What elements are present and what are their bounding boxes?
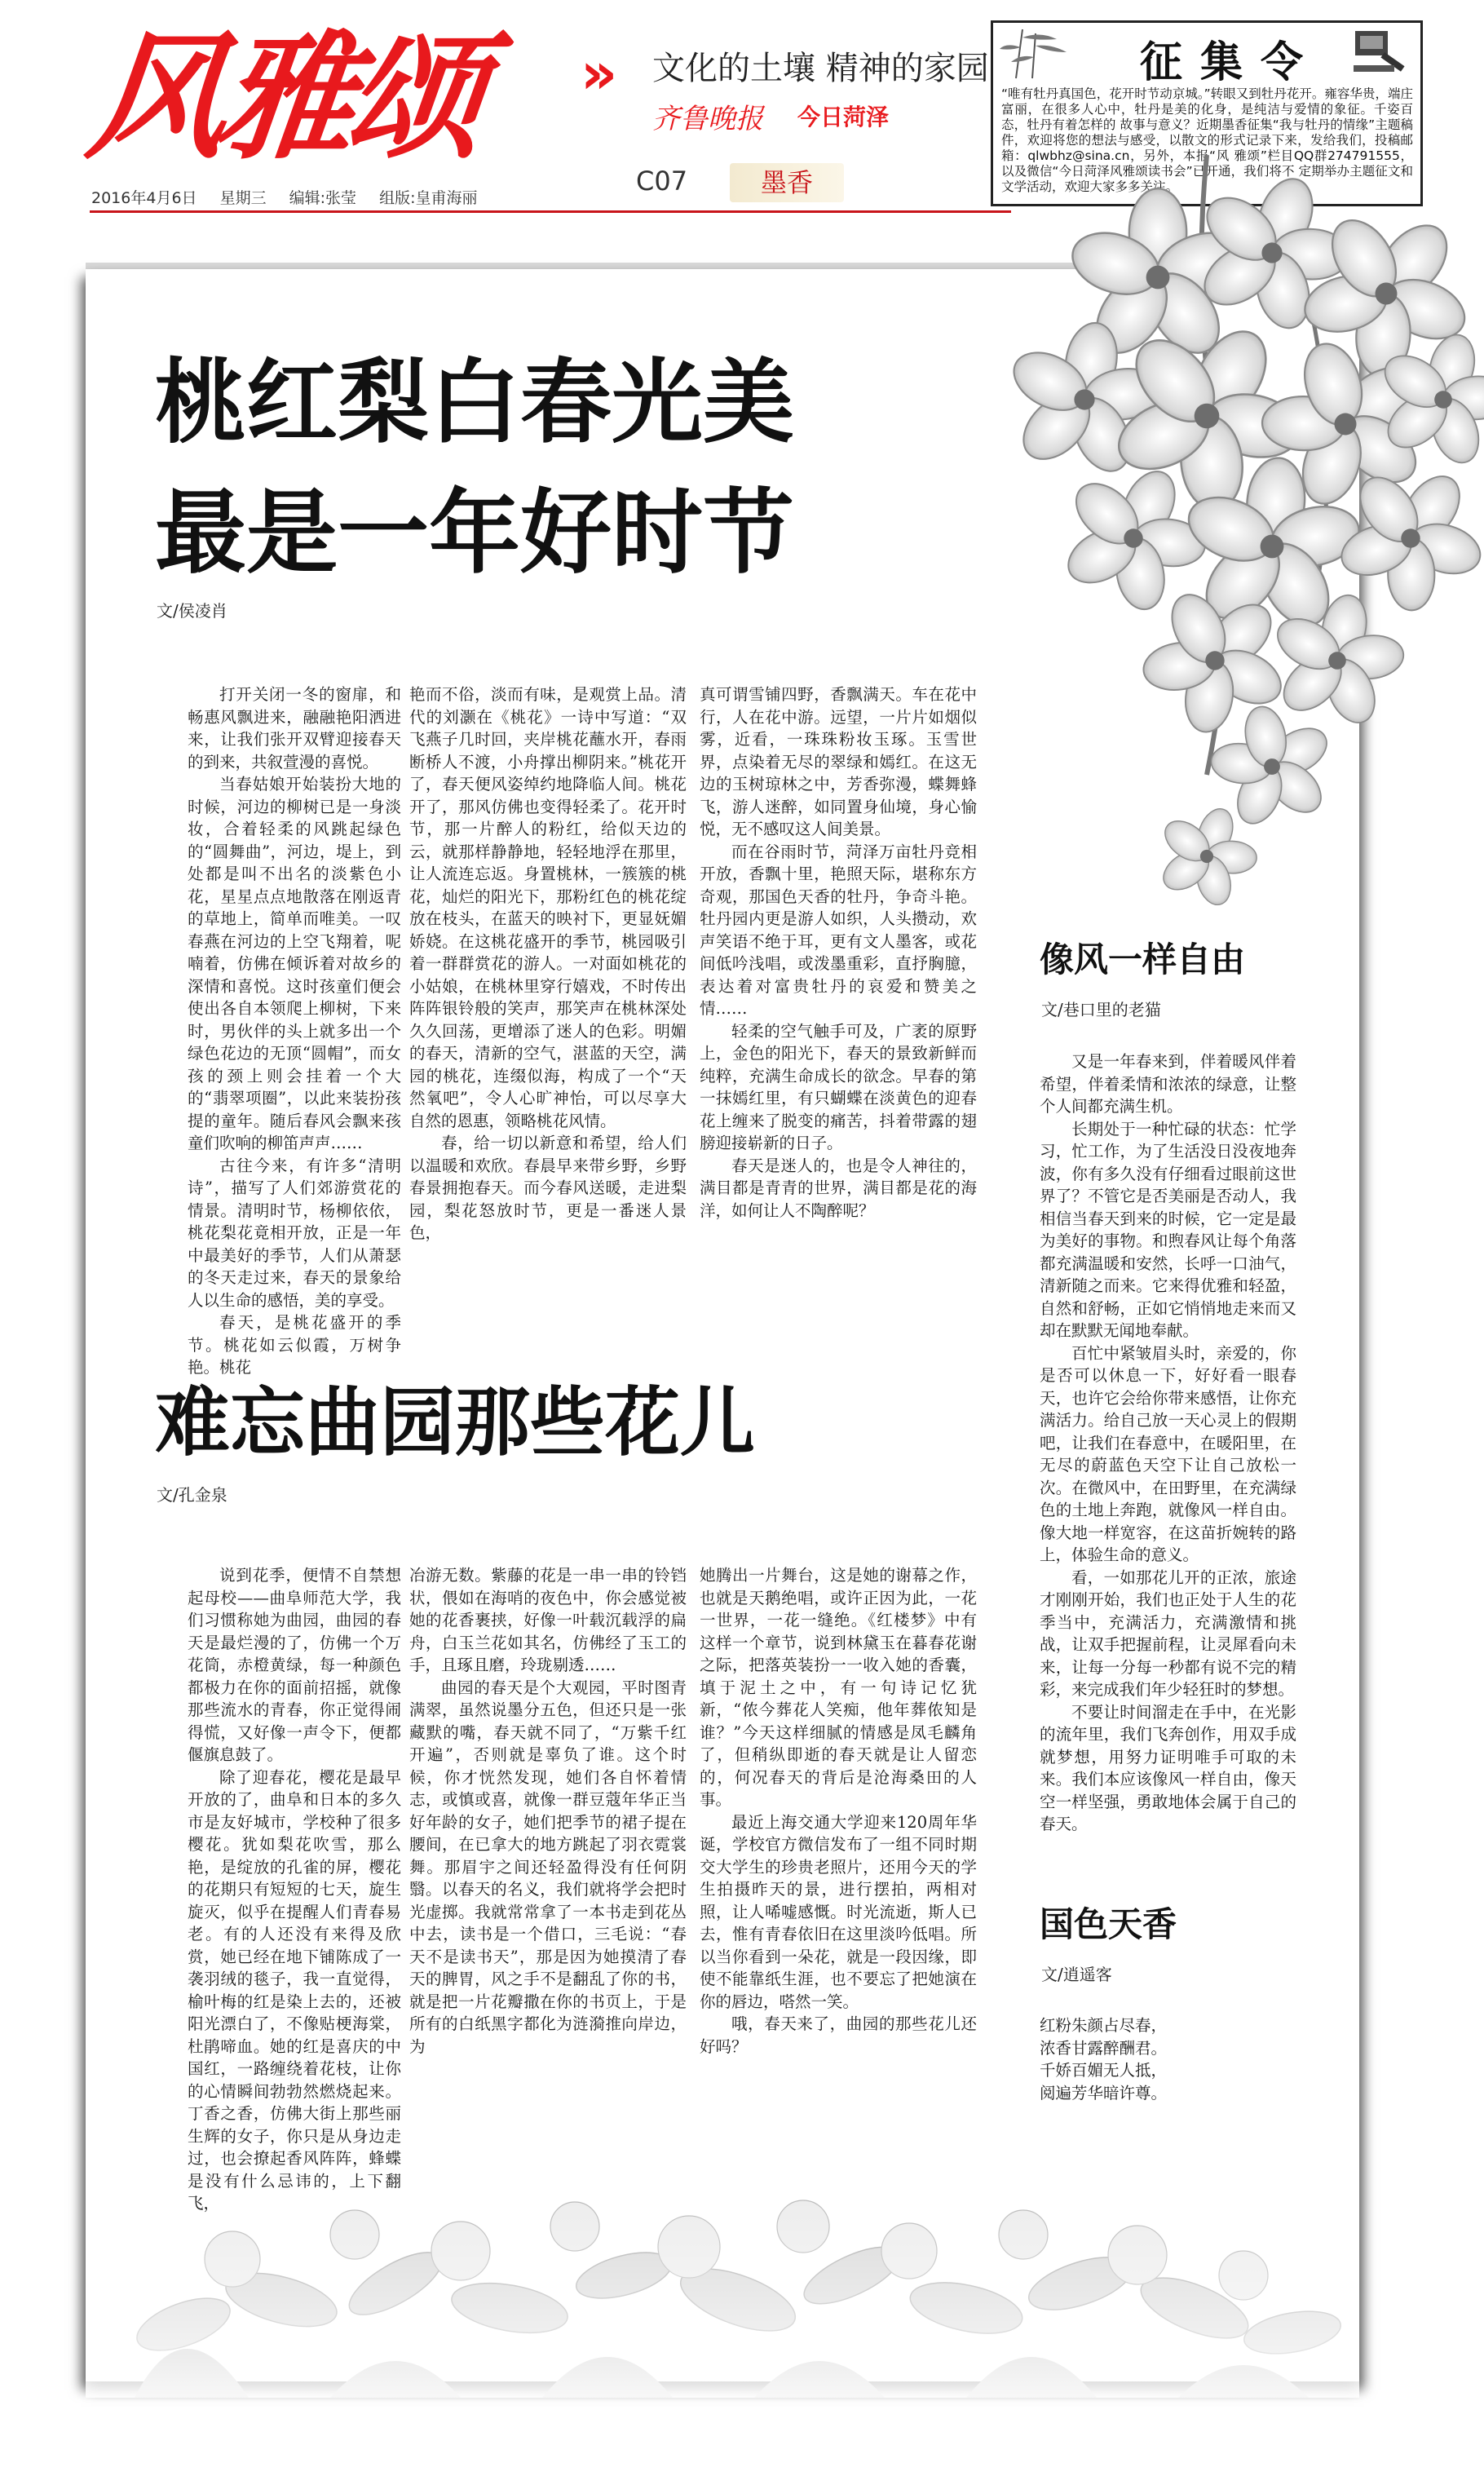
paragraph: 打开关闭一冬的窗扉，和畅惠风飘进来，融融艳阳洒进来，让我们张开双臂迎接春天的到来，共叙萱漫的喜悦。 [188, 685, 401, 772]
article3-column [1040, 1050, 1296, 1899]
paragraph: 又是一年春来到，伴着暖风伴着希望，伴着柔情和浓浓的绿意，让整个人间都充满生机。 [1040, 1052, 1296, 1116]
sponsor-name: 齐鲁晚报 [652, 103, 763, 135]
masthead-slogan: 文化的土壤 精神的家园 [652, 50, 989, 87]
issue-weekday: 星期三 [219, 189, 267, 207]
article1-column-2 [409, 683, 687, 1328]
article4-byline: 文/逍遥客 [1041, 1965, 1112, 1984]
article1-title-line1: 桃红梨白春光美 [155, 350, 794, 456]
article2-byline: 文/孔金泉 [157, 1485, 227, 1505]
paragraph: 当春姑娘开始装扮大地的时候，河边的柳树已是一身淡妆，合着轻柔的风跳起绿色的“圆舞曲”，河边，堤上，到处都是叫不出名的淡紫色小花，星星点点地散落在刚返青的草地上，简单而唯美。一叹春燕在河边的上空飞翔着，呢喃着，仿佛在倾诉着对故乡的深情和喜悦。这时孩童们便会使出各自本领爬上柳树，下来时，男伙伴的头上就多出一个绿色花边的无顶“圆帽”，而女孩的颈上则会挂着一个大的“翡翠项圈”，以此来装扮孩提的童年。随后春风会飘来孩童们吹响的柳笛声声…… [188, 775, 401, 1152]
paragraph: 长期处于一种忙碌的状态：忙学习，忙工作，为了生活没日没夜地奔波，你有多久没有仔细看过眼前这世界了？不管它是否美丽是否动人，我相信当春天到来的时候，它一定是最为美好的事物。和煦春风让每个角落都充满温暖和安然，长呼一口油气，清新随之而来。它来得优雅和轻盈，自然和舒畅，正如它悄悄地走来而又却在默默无闻地奉献。 [1040, 1119, 1296, 1340]
article2-column-1 [188, 1564, 401, 2213]
sponsor-column: 今日菏泽 [797, 104, 890, 130]
page-number: C07 [636, 166, 688, 197]
bamboo-icon [1000, 29, 1073, 78]
article2-title: 难忘曲园那些花儿 [155, 1379, 756, 1466]
article4-title: 国色天香 [1040, 1904, 1177, 1944]
article3-byline: 文/巷口里的老猫 [1041, 1000, 1161, 1019]
poem-line: 红粉朱颜占尽春， [1040, 2016, 1168, 2035]
paragraph: 春，给一切以新意和希望，给人们以温暖和欢欣。春晨早来带乡野，乡野春景拥抱春天。而今春风送暖，走进梨园，梨花怒放时节，更是一番迷人景色， [409, 1134, 687, 1242]
paragraph: 看，一如那花儿开的正浓，旅途才刚刚开始，我们也正处于人生的花季当中，充满活力，充满激情和挑战，让双手把握前程，让灵犀看向未来，让每一分每一秒都有说不完的精彩，来完成我们年少轻狂时的梦想。 [1040, 1567, 1296, 1699]
masthead-arrow-icon: » [581, 40, 618, 107]
paragraph: 曲园的春天是个大观园，平时图青满翠，虽然说墨分五色，但还只是一张藏默的嘴，春天就不同了，“万紫千红开遍”，否则就是辜负了谁。这个时候，你才恍然发现，她们各自怀着情志，或慎或喜，就像一群豆蔻年华正当好年龄的女子，她们把季节的裙子提在腰间，在已拿大的地方跳起了羽衣霓裳舞。那眉宇之间还轻盈得没有任何阴翳。以春天的名义，我们就将学会把时光虚掷。我就常常拿了一本书走到花丛中去，读书是一个借口，三毛说：“春天不是读书天”，那是因为她摸清了春天的脾胃，风之手不是翻乱了你的书，就是把一片花瓣撒在你的书页上，于是所有的白纸黑字都化为涟漪推向岸边，为 [409, 1678, 687, 2056]
article2-column-2 [409, 1564, 687, 2192]
notice-body: “唯有牡丹真国色，花开时节动京城。”转眼又到牡丹花开。雍容华贵，端庄富丽，在很多人心中，牡丹是美的化身，是纯洁与爱情的象征。千姿百态，牡丹有着怎样的 故事与意义？近期墨香征集“我与牡丹的情缘”主题稿件，欢迎将您的想法与感受，以散文的形式记录下来，发给我们，投稿邮箱：qlwbhz@sina.cn，另外，本报“风 雅颂”栏目QQ群274791555，以及微信“今日菏泽风雅颂读书会”已开通，我们将不 定期举办主题征文和文学活动，欢迎大家多多关注。 [1001, 86, 1413, 194]
gavel-icon [1352, 28, 1411, 77]
paragraph: 轻柔的空气触手可及，广袤的原野上，金色的阳光下，春天的景致新鲜而纯粹，充满生命成长的欲念。早春的第一抹嫣红里，有只蝴蝶在淡黄色的迎春花上缠来了脱变的痛苦，抖着带露的翅膀迎接崭新的日子。 [700, 1021, 977, 1152]
notice-title: 征集令 [1140, 38, 1322, 87]
article4-poem [1040, 2014, 1296, 2129]
article3-title: 像风一样自由 [1040, 940, 1246, 979]
poem-line: 浓香甘露醉酬君。 [1040, 2038, 1168, 2058]
flower-decoration-top [962, 155, 1484, 971]
article1-title-line2: 最是一年好时节 [155, 480, 794, 586]
paragraph: 除了迎春花，樱花是最早开放的了，曲阜和日本的多久市是友好城市，学校种了很多樱花。犹如梨花吹雪，那么艳，是绽放的孔雀的屏，樱花的花期只有短短的七天，旋生旋灭，似乎在提醒人们青春易老。有的人还没有来得及欣赏，她已经在地下铺陈成了一袭羽绒的毯子，我一直觉得，榆叶梅的红是染上去的，还被阳光漂白了，不像贴梗海棠，杜鹃啼血。她的红是喜庆的中国红，一路缠绕着花枝，让你的心情瞬间勃勃然燃烧起来。丁香之香，仿佛大街上那些丽生辉的女子，你只是从身边走过，也会撩起香风阵阵，蜂蝶是没有什么忌讳的，上下翻飞， [188, 1767, 401, 2213]
poem-line: 阅遍芳华暗许尊。 [1040, 2083, 1168, 2103]
paragraph: 而在谷雨时节，菏泽万亩牡丹竞相开放，香飘十里，艳照天际，堪称东方奇观，那国色天香的牡丹，争奇斗艳。牡丹园内更是游人如织，人头攒动，欢声笑语不绝于耳，更有文人墨客，或花间低吟浅唱，或泼墨重彩，直抒胸臆，表达着对富贵牡丹的哀爱和赞美之情…… [700, 842, 977, 1018]
paragraph: 不要让时间溜走在手中，在光影的流年里，我们飞奔创作，用双手成就梦想，用努力证明唯手可取的未来。我们本应该像风一样自由，像天空一样坚强，勇敢地体会属于自己的春天。 [1040, 1702, 1296, 1833]
paragraph: 春天是迷人的，也是令人神往的，满目都是青青的世界，满目都是花的海洋，如何让人不陶醉呢？ [700, 1156, 977, 1220]
editor-credit: 编辑:张莹 [289, 189, 357, 207]
poem-line: 千娇百媚无人抵， [1040, 2061, 1168, 2080]
paragraph: 哦，春天来了，曲园的那些花儿还好吗？ [700, 2014, 977, 2056]
paragraph: 百忙中紧皱眉头时，亲爱的，你是否可以休息一下，好好看一眼春天，也许它会给你带来感悟，让你充满活力。给自己放一天心灵上的假期吧，让我们在春意中，在暖阳里，在无尽的蔚蓝色天空下让自己放松一次。在微风中，在田野里，在充满绿色的土地上奔跑，就像风一样自由。像大地一样宽容，在这苗折婉转的路上，体验生命的意义。 [1040, 1343, 1296, 1564]
layout-credit: 组版:皇甫海丽 [379, 189, 478, 207]
masthead-logo: 风雅颂 [81, 18, 485, 178]
article1-byline: 文/侯凌肖 [157, 601, 227, 621]
article1-column-1 [188, 683, 401, 1377]
paragraph: 真可谓雪铺四野，香飘满天。车在花中行，人在花中游。远望，一片片如烟似雾，近看，一珠珠粉妆玉琢。玉雪世界，点染着无尽的翠绿和嫣红。在这无边的玉树琼林之中，芳香弥漫，蝶舞蜂飞，游人迷醉，如同置身仙境，身心愉悦，无不感叹这人间美景。 [700, 685, 977, 838]
article2-column-3 [700, 1564, 977, 2192]
paragraph: 最近上海交通大学迎来120周年华诞，学校官方微信发布了一组不同时期交大学生的珍贵老照片，还用今天的学生拍摄昨天的景，进行摆拍，两相对照，让人唏嘘感慨。时光流逝，斯人已去，惟有青春依旧在这里淡吟低唱。所以当你看到一朵花，就是一段因缘，即使不能靠纸生涯，也不要忘了把她演在你的唇边，嗒然一笑。 [700, 1812, 977, 2011]
paragraph: 古往今来，有许多“清明诗”，描写了人们郊游赏花的情景。清明时节，杨柳依依，桃花梨花竟相开放，正是一年中最美好的季节，人们从萧瑟的冬天走过来，春天的景象给人以生命的感悟，美的享受。 [188, 1156, 401, 1310]
section-tag: 墨香 [730, 163, 844, 202]
article1-column-3 [700, 683, 977, 1328]
issue-date: 2016年4月6日 [91, 189, 197, 207]
paragraph: 春天，是桃花盛开的季节。桃花如云似霞，万树争艳。桃花 [188, 1313, 401, 1377]
paragraph: 艳而不俗，淡而有味，是观赏上品。清代的刘灏在《桃花》一诗中写道：“双飞燕子几时回，夹岸桃花蘸水开，春雨断桥人不渡，小舟撑出柳阴来。”桃花开了，春天便风姿绰约地降临人间。桃花开了，那风仿佛也变得轻柔了。花开时节，那一片醉人的粉红，给似天边的云，就那样静静地，轻轻地浮在那里，让人流连忘返。身置桃林，一簇簇的桃花，灿烂的阳光下，那粉红色的桃花绽放在枝头，在蓝天的映衬下，更显妩媚娇娆。在这桃花盛开的季节，桃园吸引着一群群赏花的游人。一对面如桃花的小姑娘，在桃林里穿行嬉戏，不时传出阵阵银铃般的笑声，那笑声在桃林深处久久回荡，更增添了迷人的色彩。明媚的春天，清新的空气，湛蓝的天空，满园的桃花，连缀似海，构成了一个“天然氧吧”，令人心旷神怡，可以尽享大自然的恩惠，领略桃花风情。 [409, 685, 687, 1130]
paragraph: 她腾出一片舞台，这是她的谢幕之作，也就是天鹅绝唱，或许正因为此，一花一世界，一花一缝绝。《红楼梦》中有这样一个章节，说到林黛玉在暮春花谢之际，把落英装扮一一收入她的香囊，填于泥土之中，有一句诗记忆犹新，“侬今葬花人笑痴，他年葬侬知是谁？”今天这样细腻的情感是凤毛麟角了，但稍纵即逝的春天就是让人留恋的，何况春天的背后是沧海桑田的人事。 [700, 1566, 977, 1809]
paragraph: 冶游无数。紫藤的花是一串一串的铃铛状，偎如在海哨的夜色中，你会感觉被她的花香裹挟，好像一叶载沉载浮的扁舟，白玉兰花如其名，仿佛经了玉工的手，且琢且磨，玲珑剔透…… [409, 1566, 687, 1674]
dateline [91, 186, 496, 208]
paragraph: 说到花季，便情不自禁想起母校——曲阜师范大学，我们习惯称她为曲园，曲园的春天是最烂漫的了，仿佛一个万花筒，赤橙黄绿，每一种颜色都极力在你的面前招摇，就像那些流水的青春，你正觉得闹得慌，又好像一声令下，便都偃旗息鼓了。 [188, 1566, 401, 1764]
masthead-divider [90, 210, 1011, 213]
